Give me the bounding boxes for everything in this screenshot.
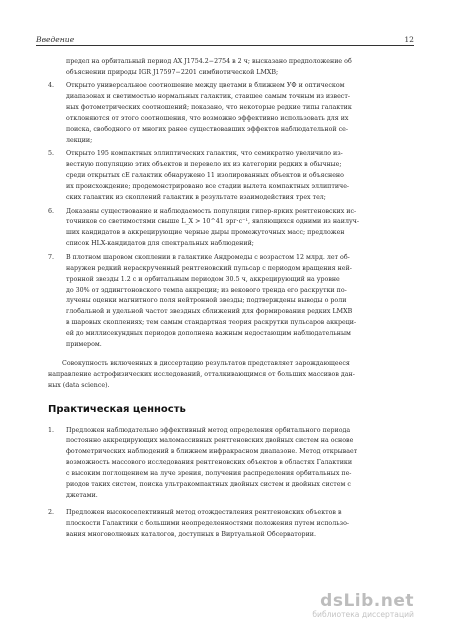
list-item-number: 4. [48, 82, 55, 90]
text-line: Открыто 195 компактных эллиптических галактик, что семикратно увеличило из- [66, 150, 343, 158]
list-item-number: 1. [48, 426, 55, 434]
text-line: глобальной и удельной частот звездных сближений для формирования редких LMXB [66, 308, 353, 316]
section-heading: Практическая ценность [48, 403, 186, 415]
text-line: риодов таких систем, поиска ультракомпактных двойных систем и двойных систем с [66, 481, 351, 489]
text-line: их происхождение; продемонстрировано все стадии вылета компактных эллиптиче- [66, 183, 350, 191]
list-item [48, 426, 418, 502]
text-line: ских галактик из скоплений галактик в результате взаимодействия трех тел; [66, 194, 326, 202]
text-line: ей до миллисекундных периодов дополнена важным недостающим наблюдательным [66, 330, 351, 338]
text-line: точников со светимостями свыше L_X > 10^41 эрг·с⁻¹, являющихся одними из наилуч- [66, 218, 359, 226]
list-item [48, 508, 418, 541]
text-line: в шаровых скоплениях; тем самым стандартная теория раскрутки пульсаров аккреци- [66, 319, 357, 327]
list-item [48, 149, 418, 204]
text-line: лекции; [66, 136, 93, 144]
text-line: диапазонах и светимостью нормальных галактик, ставшее самым точным из извест- [66, 93, 350, 101]
list-item-number: 5. [48, 150, 55, 158]
text-line: лучены оценки магнитного поля нейтронной звезды; подтверждены выводы о роли [66, 297, 347, 305]
chapter-title: Введение [36, 35, 75, 44]
practical-list [48, 426, 418, 541]
list-item-number: 6. [48, 207, 55, 215]
text-line: Открыто универсальное соотношение между цветами в ближнем УФ и оптическом [66, 82, 345, 90]
list-item [48, 253, 418, 351]
text-line: ных фотометрических соотношений; показано, что некоторые редкие типы галактик [66, 104, 352, 112]
page-body [48, 57, 418, 547]
text-line: Совокупность включенных в диссертацию результатов представляет зарождающееся [62, 359, 350, 367]
list-item-continued [48, 57, 418, 79]
text-line: постоянно аккрецирующих маломассивных рентгеновских двойных систем на основе [66, 437, 354, 445]
text-line: Предложен наблюдательно эффективный метод определения орбитального периода [66, 426, 351, 434]
text-line: тронной звезды 1.2 с и орбитальным периодом 30.5 ч, аккрецирующий на уровне [66, 275, 340, 283]
text-line: ших кандидатов в аккрецирующие черные дыры промежуточных масс; предложен [66, 229, 345, 237]
text-line: вестную популяцию этих объектов и перевело их из категории редких в обычные; [66, 161, 342, 169]
list-item [48, 207, 418, 251]
header-rule [36, 45, 414, 46]
list-item-number: 7. [48, 253, 55, 261]
list-item [48, 81, 418, 146]
text-line: Предложен высокоселективный метод отождествления рентгеновских объектов в [66, 508, 342, 516]
text-line: предел на орбитальный период AX J1754.2−2754 в 2 ч; высказано предположение об [66, 58, 352, 65]
text-line: примером. [66, 341, 102, 349]
text-line: направление астрофизических исследований, отталкивающимся от больших массивов дан- [48, 370, 355, 378]
text-line: ных (data science). [48, 381, 110, 389]
watermark [312, 592, 414, 619]
summary-paragraph [48, 359, 418, 392]
text-line: Доказаны существование и наблюдаемость популяции гипер-ярких рентгеновских ис- [66, 207, 357, 215]
text-line: поиска, свободного от многих ранее существовавших эффектов наблюдательной се- [66, 126, 348, 134]
watermark-logo: dsLib.net [320, 591, 414, 611]
text-line: фотометрических наблюдений в ближнем инфракрасном диапазоне. Метод открывает [66, 448, 358, 456]
text-line: объяснении природы IGR J17597−2201 симбиотической LMXB; [66, 68, 279, 76]
text-line: возможность массового исследования рентгеновских объектов в областях Галактики [66, 459, 353, 467]
text-line: с высоким поглощением на луче зрения, получения распределения орбитальных пе- [66, 470, 352, 478]
text-line: наружен редкий нераскрученный рентгеновский пульсар с периодом вращения ней- [66, 264, 352, 272]
text-line: отклоняются от этого соотношения, что возможно эффективно использовать для их [66, 115, 349, 123]
text-line: среди открытых cE галактик обнаружено 11 изолированных объектов и объяснено [66, 172, 344, 180]
text-line: джетами. [66, 492, 98, 499]
page-header [36, 35, 414, 44]
watermark-subtitle: библиотека диссертаций [312, 610, 414, 619]
text-line: В плотном шаровом скоплении в галактике Андромеды с возрастом 12 млрд. лет об- [66, 253, 350, 261]
page-number: 12 [404, 35, 414, 44]
text-line: плоскости Галактики с большими неопределенностями положения путем использо- [66, 519, 349, 527]
text-line: список HLX-кандидатов для спектральных наблюдений; [66, 240, 254, 248]
list-item-number: 2. [48, 508, 55, 516]
text-line: вания многоволновых каталогов, доступных в Виртуальной Обсерватории. [66, 530, 316, 538]
text-line: до 30% от эддингтоновского темпа аккреции; из векового тренда его раскрутки по- [66, 286, 347, 294]
